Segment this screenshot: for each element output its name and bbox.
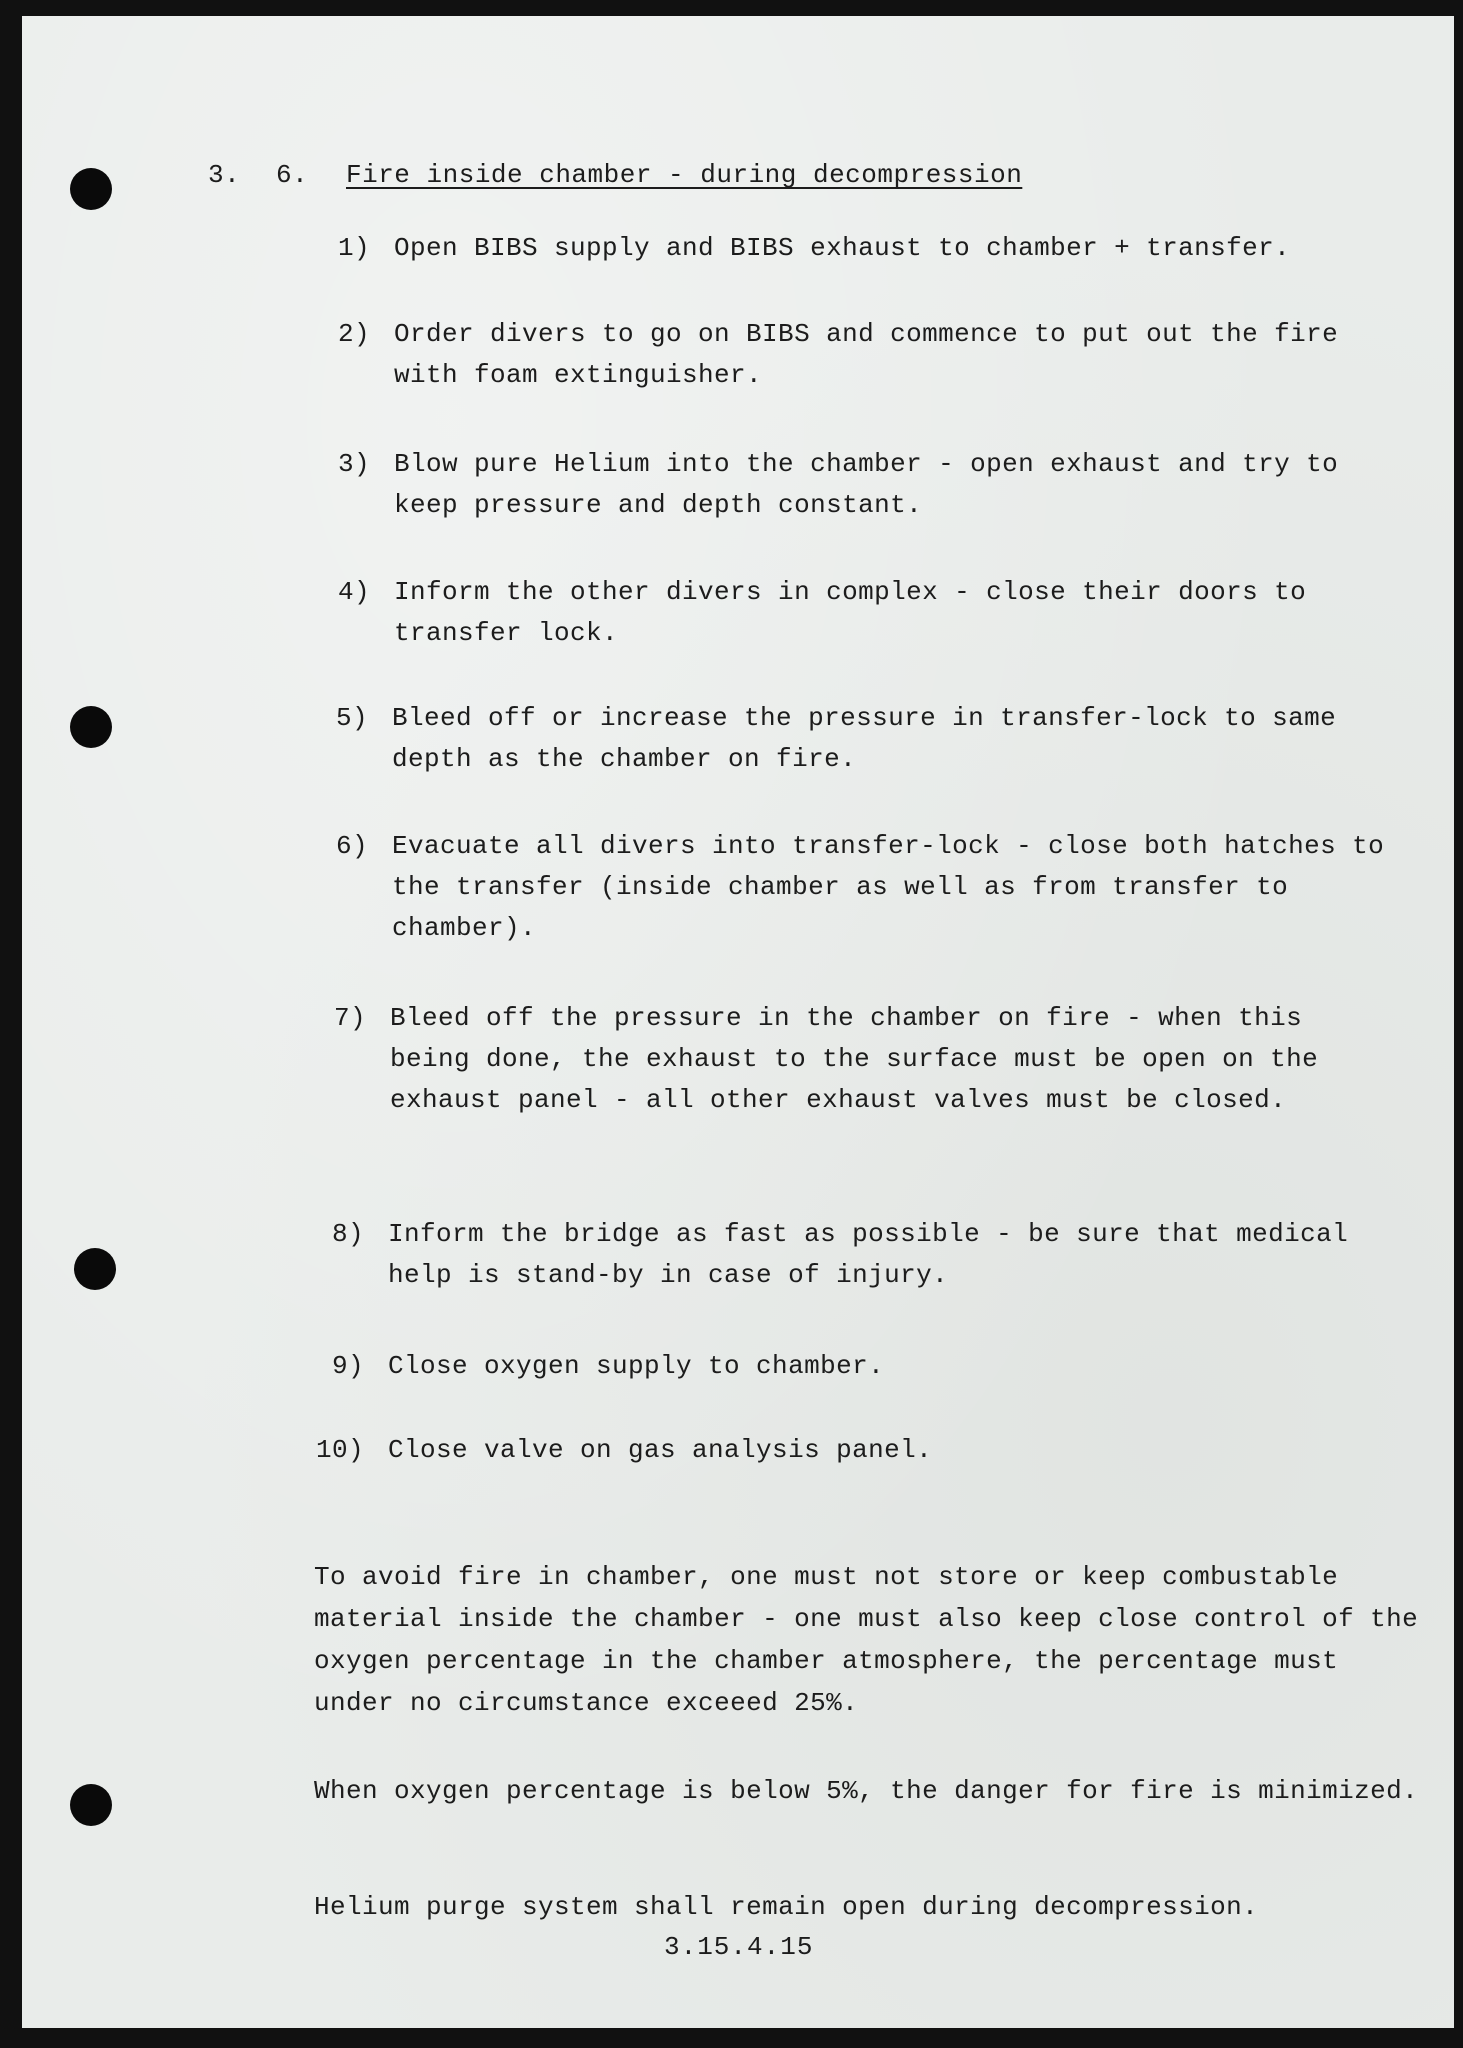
subsection-number: 6. — [276, 160, 309, 190]
section-title: Fire inside chamber - during decompression — [346, 160, 1023, 190]
body-paragraph: Helium purge system shall remain open during decompression. — [314, 1892, 1259, 1922]
document-page — [22, 16, 1454, 2028]
step-number: 3) — [337, 449, 370, 479]
step-text: Inform the other divers in complex - close their doors to transfer lock. — [394, 577, 1307, 648]
step-number: 4) — [337, 577, 370, 607]
page-reference: 3.15.4.15 — [664, 1932, 814, 1962]
step-number: 7) — [333, 1003, 366, 1033]
step-text: Bleed off or increase the pressure in transfer-lock to same depth as the chamber on fire. — [392, 703, 1337, 774]
section-number: 3. — [208, 160, 241, 190]
step-number: 9) — [331, 1351, 364, 1381]
step-text: Close valve on gas analysis panel. — [388, 1435, 933, 1465]
section-heading — [208, 160, 1022, 190]
step-text: Blow pure Helium into the chamber - open exhaust and try to keep pressure and depth constant. — [394, 449, 1339, 520]
step-text: Order divers to go on BIBS and commence to put out the fire with foam extinguisher. — [394, 319, 1339, 390]
step-number: 2) — [337, 319, 370, 349]
step-text: Inform the bridge as fast as possible - be sure that medical help is stand-by in case of injury. — [388, 1219, 1349, 1290]
step-number: 1) — [337, 233, 370, 263]
step-number: 10) — [315, 1435, 364, 1465]
step-text: Bleed off the pressure in the chamber on fire - when this being done, the exhaust to the surface must be open on the exhaust panel - all other exhaust valves must be closed. — [390, 1003, 1319, 1115]
step-text: Open BIBS supply and BIBS exhaust to chamber + transfer. — [394, 233, 1291, 263]
step-number: 6) — [335, 831, 368, 861]
step-text: Evacuate all divers into transfer-lock - close both hatches to the transfer (inside chamber as well as from transfer to chamber). — [392, 831, 1385, 943]
step-text: Close oxygen supply to chamber. — [388, 1351, 885, 1381]
punch-hole — [70, 168, 112, 210]
step-number: 5) — [335, 703, 368, 733]
punch-hole — [70, 706, 112, 748]
step-number: 8) — [331, 1219, 364, 1249]
punch-hole — [70, 1784, 112, 1826]
body-paragraph: When oxygen percentage is below 5%, the danger for fire is minimized. — [314, 1776, 1419, 1806]
body-paragraph: To avoid fire in chamber, one must not store or keep combustable material inside the chamber - one must also keep close control of the oxygen percentage in the chamber atmosphere, the percentage must under no circumstance exceeed 25%. — [314, 1562, 1419, 1718]
punch-hole — [74, 1248, 116, 1290]
